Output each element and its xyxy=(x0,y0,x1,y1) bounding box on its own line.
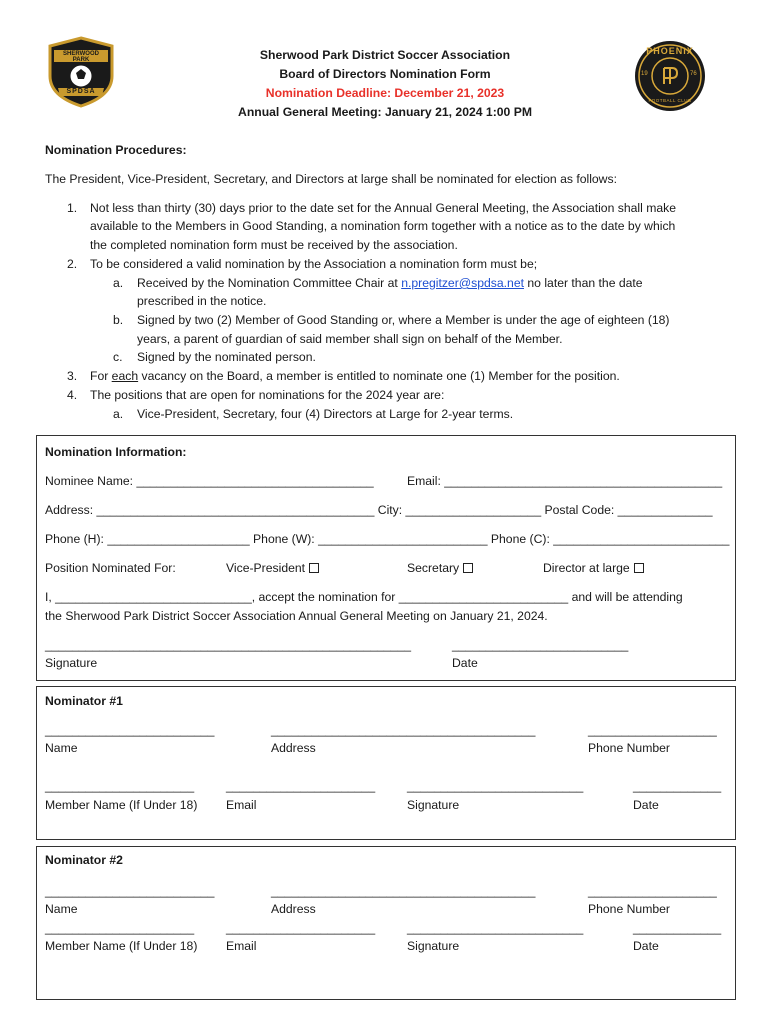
item-2c-text: Signed by the nominated person. xyxy=(137,350,316,364)
item-4a-text: Vice-President, Secretary, four (4) Directors at Large for 2-year terms. xyxy=(137,407,514,421)
nominator-1-signature-line[interactable]: __________________________ xyxy=(407,779,584,793)
item-2b-line-2: years, a parent of guardian of said member shall sign on behalf of the Member. xyxy=(137,332,563,346)
item-2-number: 2. xyxy=(67,257,78,271)
nominator-1-date-label: Date xyxy=(633,798,659,812)
nominator-1-member-line[interactable]: ______________________ xyxy=(45,779,195,793)
nominator-2-email-line[interactable]: ______________________ xyxy=(226,921,376,935)
nominator-1-name-label: Name xyxy=(45,741,78,755)
nominator-1-phone-label: Phone Number xyxy=(588,741,670,755)
item-2a-line-2: prescribed in the notice. xyxy=(137,294,267,308)
nominator-1-name-line[interactable]: _________________________ xyxy=(45,723,215,737)
nominee-name-field[interactable]: Nominee Name: ___________________________________ xyxy=(45,474,374,488)
phoenix-logo-right-num: 76 xyxy=(690,71,697,77)
nominator-2-address-line[interactable]: _______________________________________ xyxy=(271,884,536,898)
item-2a-post: no later than the date xyxy=(524,276,643,290)
position-label: Position Nominated For: xyxy=(45,561,176,575)
nominator-2-signature-line[interactable]: __________________________ xyxy=(407,921,584,935)
nominator-2-signature-label: Signature xyxy=(407,939,460,953)
acceptance-line-1[interactable]: I, _____________________________, accept the nomination for _________________________ and will be attending xyxy=(45,590,683,604)
item-3-underlined: each xyxy=(111,369,139,383)
vice-president-label: Vice-President xyxy=(226,561,306,575)
nominator-2-member-line[interactable]: ______________________ xyxy=(45,921,195,935)
nominator-1-heading: Nominator #1 xyxy=(45,694,123,708)
nominee-email-field[interactable]: Email: _________________________________________ xyxy=(407,474,723,488)
nomination-deadline: Nomination Deadline: December 21, 2023 xyxy=(265,86,505,100)
spdsa-logo-top-text: SHERWOOD PARK xyxy=(63,51,99,63)
acceptance-line-2: the Sherwood Park District Soccer Association Annual General Meeting on January 21, 2024. xyxy=(45,609,548,623)
nominator-1-address-label: Address xyxy=(271,741,316,755)
nominator-2-heading: Nominator #2 xyxy=(45,853,123,867)
phoenix-logo-left-num: 19 xyxy=(641,71,648,77)
item-1-number: 1. xyxy=(67,201,78,215)
procedures-heading: Nomination Procedures: xyxy=(45,143,187,157)
item-2c-letter: c. xyxy=(113,350,123,364)
nominator-1-signature-label: Signature xyxy=(407,798,460,812)
nominator-2-date-line[interactable]: _____________ xyxy=(633,921,722,935)
nominee-signature-line[interactable]: ______________________________________________________ xyxy=(45,638,412,652)
nominator-1-member-label: Member Name (If Under 18) xyxy=(45,798,198,812)
item-2a-pre: Received by the Nomination Committee Chair at xyxy=(137,276,402,290)
director-label: Director at large xyxy=(543,561,630,575)
nominator-1-box xyxy=(36,686,736,840)
phone-fields[interactable]: Phone (H): _____________________ Phone (W): _________________________ Phone (C): __________________________ xyxy=(45,532,730,546)
vice-president-option[interactable] xyxy=(226,561,319,575)
nominee-signature-label: Signature xyxy=(45,656,98,670)
nominator-2-phone-line[interactable]: ___________________ xyxy=(588,884,717,898)
secretary-checkbox[interactable] xyxy=(463,563,473,573)
item-3-post: vacancy on the Board, a member is entitled to nominate one (1) Member for the position. xyxy=(138,369,620,383)
item-2a-letter: a. xyxy=(113,276,124,290)
nominator-1-phone-line[interactable]: ___________________ xyxy=(588,723,717,737)
phoenix-logo-sub: FOOTBALL CLUB xyxy=(648,98,692,103)
item-1-line-3: the completed nomination form must be received by the association. xyxy=(90,238,458,252)
vice-president-checkbox[interactable] xyxy=(309,563,319,573)
item-3-number: 3. xyxy=(67,369,78,383)
form-title: Board of Directors Nomination Form xyxy=(279,67,491,81)
item-3-text xyxy=(90,369,620,383)
secretary-option[interactable] xyxy=(407,561,473,575)
nominator-1-email-label: Email xyxy=(226,798,257,812)
nominator-2-email-label: Email xyxy=(226,939,257,953)
director-checkbox[interactable] xyxy=(634,563,644,573)
item-2b-line-1: Signed by two (2) Member of Good Standing or, where a Member is under the age of eighteen (18) xyxy=(137,313,670,327)
agm-date: Annual General Meeting: January 21, 2024 1:00 PM xyxy=(238,105,532,119)
nominator-1-email-line[interactable]: ______________________ xyxy=(226,779,376,793)
item-4a-letter: a. xyxy=(113,407,124,421)
item-4-text: The positions that are open for nominations for the 2024 year are: xyxy=(90,388,445,402)
item-4-number: 4. xyxy=(67,388,78,402)
item-3-pre: For xyxy=(90,369,112,383)
nominator-2-member-label: Member Name (If Under 18) xyxy=(45,939,198,953)
nominator-2-name-label: Name xyxy=(45,902,78,916)
nominee-date-label: Date xyxy=(452,656,478,670)
nominator-1-address-line[interactable]: _______________________________________ xyxy=(271,723,536,737)
spdsa-logo-bottom-text: SPDSA xyxy=(66,88,96,95)
chair-email-link[interactable]: n.pregitzer@spdsa.net xyxy=(401,276,524,290)
director-option[interactable] xyxy=(543,561,644,575)
secretary-label: Secretary xyxy=(407,561,460,575)
org-name: Sherwood Park District Soccer Association xyxy=(259,48,511,62)
item-2-text: To be considered a valid nomination by the Association a nomination form must be; xyxy=(90,257,538,271)
nominator-2-address-label: Address xyxy=(271,902,316,916)
nominator-2-phone-label: Phone Number xyxy=(588,902,670,916)
nominator-2-date-label: Date xyxy=(633,939,659,953)
nomination-info-heading: Nomination Information: xyxy=(45,445,187,459)
nominator-2-name-line[interactable]: _________________________ xyxy=(45,884,215,898)
item-2b-letter: b. xyxy=(113,313,124,327)
nominator-1-date-line[interactable]: _____________ xyxy=(633,779,722,793)
item-2a-line-1 xyxy=(137,276,643,290)
address-city-postal-field[interactable]: Address: _________________________________________ City: ____________________ Postal Code: ______________ xyxy=(45,503,713,517)
nominee-date-line[interactable]: __________________________ xyxy=(452,638,629,652)
procedures-intro: The President, Vice-President, Secretary, and Directors at large shall be nominated for election as follows: xyxy=(45,172,617,186)
phoenix-logo-name: PHOENIX xyxy=(646,46,694,56)
item-1-line-1: Not less than thirty (30) days prior to the date set for the Annual General Meeting, the Association shall make xyxy=(90,201,676,215)
item-1-line-2: available to the Members in Good Standing, a nomination form together with a notice as to the date by which xyxy=(90,219,676,233)
